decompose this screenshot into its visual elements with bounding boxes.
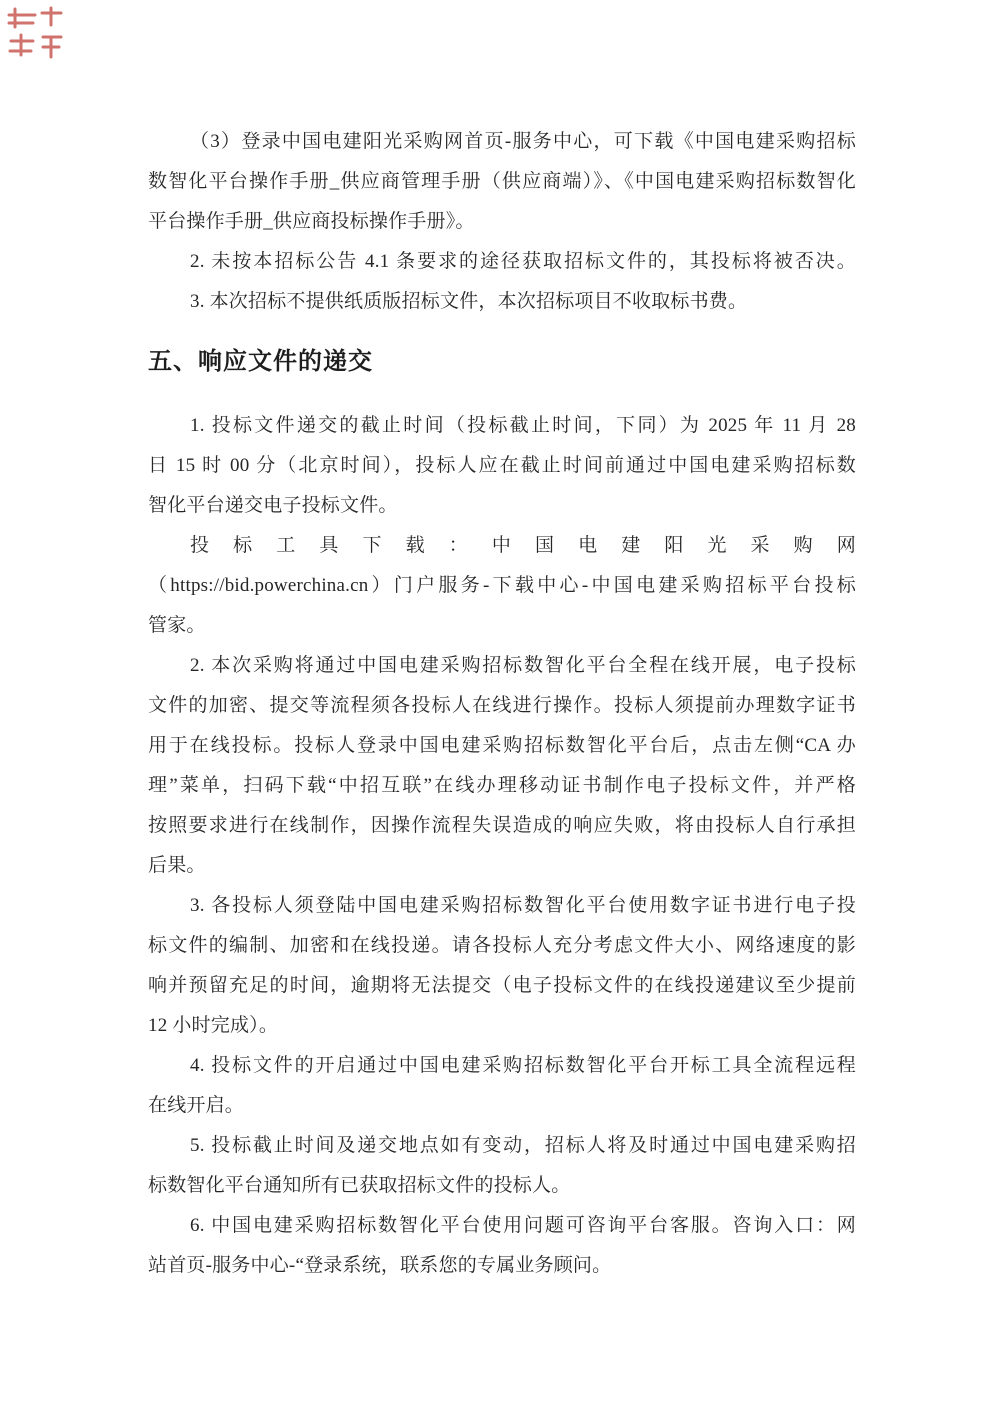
red-seal-fragment [6,6,64,60]
text-line: 平台操作手册_供应商投标操作手册》。 [148,211,475,232]
text-line: 4. 投标文件的开启通过中国电建采购招标数智化平台开标工具全流程远程 [190,1055,856,1076]
text-line: 用于在线投标。投标人登录中国电建采购招标数智化平台后，点击左侧“CA 办 [148,735,856,756]
text-line: 1. 投标文件递交的截止时间（投标截止时间，下同）为 2025 年 11 月 28 [190,415,856,436]
text-line: 站首页-服务中心-“登录系统，联系您的专属业务顾问。 [148,1255,612,1276]
text-line: 日 15 时 00 分（北京时间），投标人应在截止时间前通过中国电建采购招标数 [148,455,856,476]
text-line: 后果。 [148,855,206,876]
text-line: 投 标 工 具 下 载 ： 中 国 电 建 阳 光 采 购 网 [190,535,856,556]
text-line: 智化平台递交电子投标文件。 [148,495,398,516]
text-line: 在线开启。 [148,1095,245,1116]
text-line: 管家。 [148,615,206,636]
text-line: 标数智化平台通知所有已获取招标文件的投标人。 [148,1175,571,1196]
text-line: 数智化平台操作手册_供应商管理手册（供应商端）》、《中国电建采购招标数智化 [148,171,856,192]
text-line: 3. 本次招标不提供纸质版招标文件，本次招标项目不收取标书费。 [190,291,748,312]
text-line: 理”菜单，扫码下载“中招互联”在线办理移动证书制作电子投标文件，并严格 [148,775,856,796]
text-line: 5. 投标截止时间及递交地点如有变动，招标人将及时通过中国电建采购招 [190,1135,856,1156]
section-heading: 五、响应文件的递交 [148,349,373,375]
text-line: 文件的加密、提交等流程须各投标人在线进行操作。投标人须提前办理数字证书 [148,695,856,716]
text-line: 响并预留充足的时间，逾期将无法提交（电子投标文件的在线投递建议至少提前 [148,975,856,996]
text-line: 按照要求进行在线制作，因操作流程失误造成的响应失败，将由投标人自行承担 [148,815,856,836]
text-line: 2. 未按本招标公告 4.1 条要求的途径获取招标文件的，其投标将被否决。 [190,251,856,272]
text-line: 2. 本次采购将通过中国电建采购招标数智化平台全程在线开展，电子投标 [190,655,856,676]
text-line: 3. 各投标人须登陆中国电建采购招标数智化平台使用数字证书进行电子投 [190,895,856,916]
text-line: （3）登录中国电建阳光采购网首页-服务中心，可下载《中国电建采购招标 [190,131,856,152]
text-line: 6. 中国电建采购招标数智化平台使用问题可咨询平台客服。咨询入口：网 [190,1215,856,1236]
text-line: 标文件的编制、加密和在线投递。请各投标人充分考虑文件大小、网络速度的影 [148,935,856,956]
text-line: 12 小时完成）。 [148,1015,279,1036]
document-content [148,122,856,1286]
text-line: （https://bid.powerchina.cn）门户服务-下载中心-中国电建采购招标平台投标 [148,575,856,596]
